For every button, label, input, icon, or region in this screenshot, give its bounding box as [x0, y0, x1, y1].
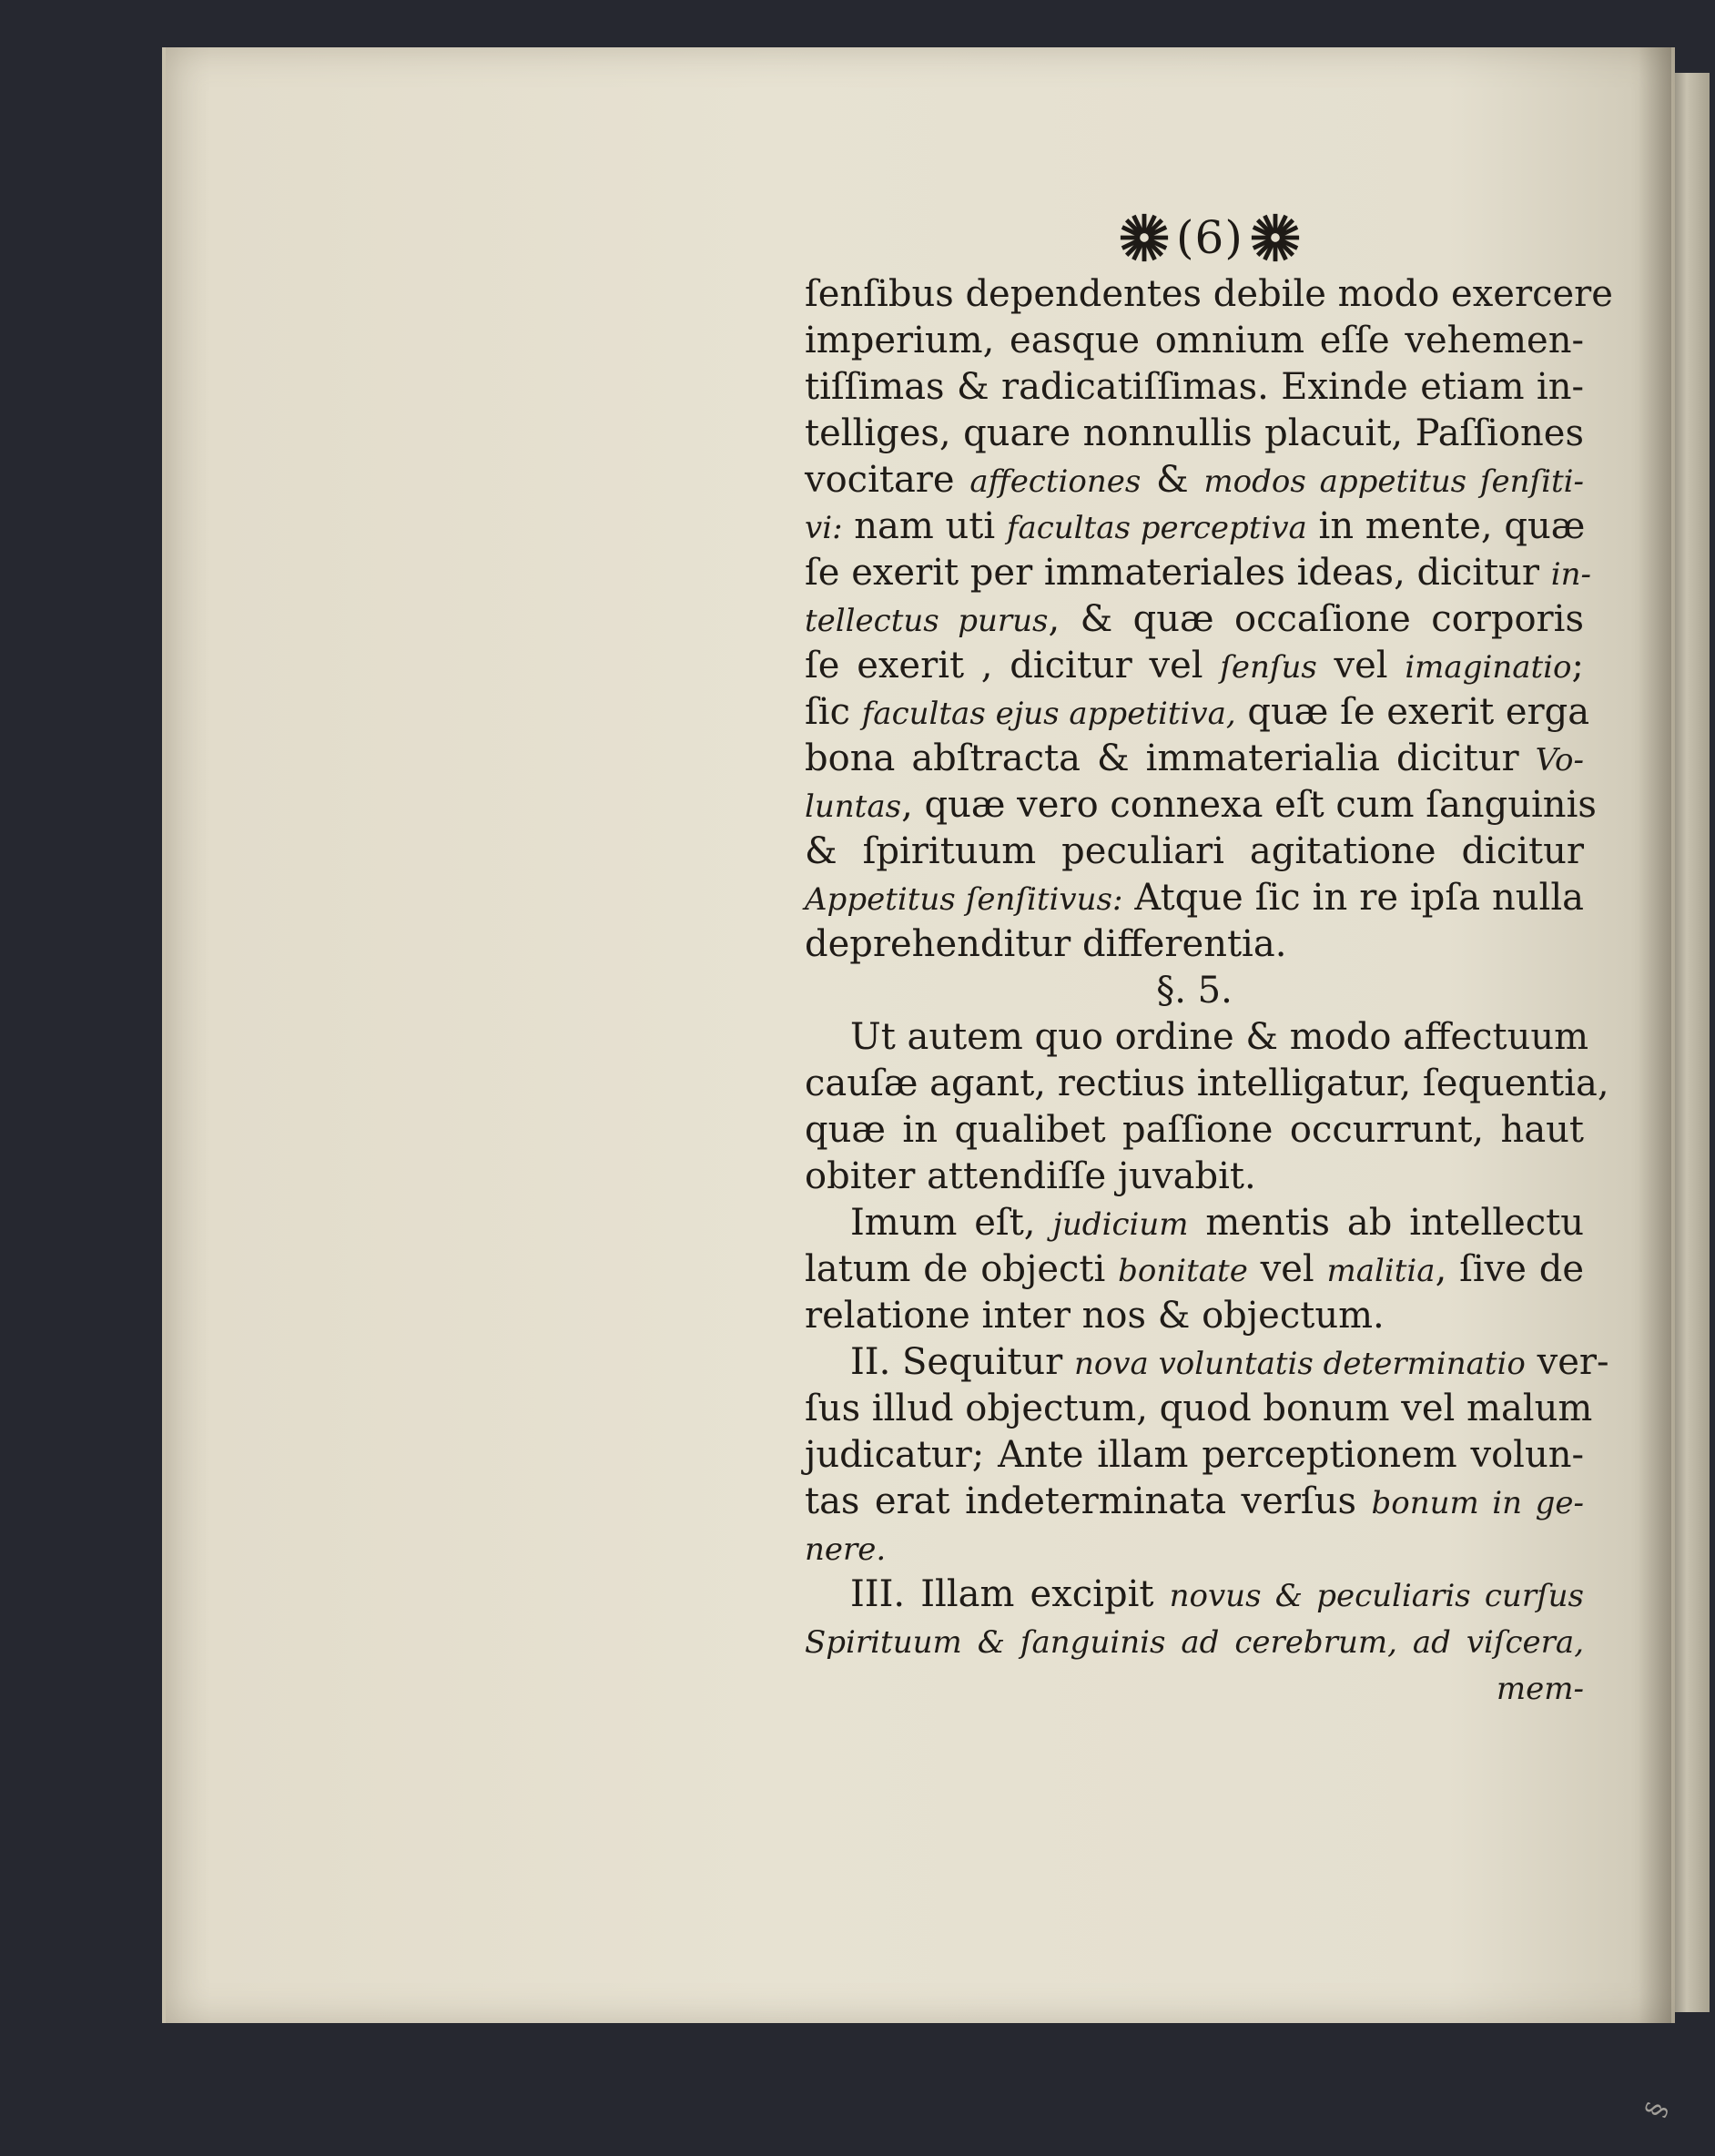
- text-line: [805, 968, 1584, 1014]
- text-line: [805, 1618, 1584, 1664]
- text-line: [805, 1479, 1584, 1525]
- text-line: [805, 596, 1584, 643]
- text-line: [805, 1014, 1589, 1061]
- italic-text: nova voluntatis determinatio: [1073, 1346, 1526, 1382]
- text-line: [805, 457, 1584, 503]
- text-line: [805, 318, 1584, 364]
- text-segment: mentis ab intellectu: [1188, 1202, 1584, 1244]
- text-segment: ver-: [1525, 1341, 1609, 1383]
- text-segment: quæ ſe exerit erga: [1235, 691, 1590, 733]
- page-number: (6): [1176, 211, 1243, 264]
- text-segment: vocitare: [805, 459, 970, 501]
- text-line: [805, 1246, 1584, 1293]
- text-segment: relatione inter nos & objectum.: [805, 1295, 1385, 1337]
- italic-text: luntas: [805, 788, 902, 825]
- text-line: [805, 1061, 1609, 1107]
- text-segment: judicatur; Ante illam perceptionem volun-: [805, 1434, 1584, 1476]
- italic-text: mem-: [1496, 1671, 1584, 1707]
- italic-text: vi:: [805, 510, 843, 546]
- text-segment: latum de objecti: [805, 1248, 1119, 1290]
- text-line: [805, 1386, 1593, 1432]
- text-line: [805, 736, 1584, 782]
- text-segment: , quæ vero connexa eſt cum ſanguinis: [901, 784, 1597, 826]
- text-segment: tas erat indeterminata verſus: [805, 1480, 1372, 1522]
- text-segment: telliges, quare nonnullis placuit, Paſſiones: [805, 412, 1584, 454]
- text-line: [805, 921, 1584, 968]
- text-line: [805, 503, 1584, 550]
- italic-text: in-: [1550, 556, 1592, 593]
- text-segment: Atque ſic in re ipſa nulla: [1122, 877, 1584, 919]
- text-line: [805, 1154, 1584, 1200]
- text-line: [805, 875, 1584, 921]
- text-segment: & ſpirituum peculiari agitatione dicitur: [805, 830, 1584, 872]
- italic-text: Appetitus ſenſitivus:: [805, 881, 1123, 918]
- text-segment: III. Illam excipit: [850, 1573, 1170, 1615]
- text-segment: vel: [1247, 1248, 1327, 1290]
- text-segment: , & quæ occaſione corporis: [1048, 598, 1584, 640]
- italic-text: Spirituum & ſanguinis ad cerebrum, ad viſcera,: [805, 1624, 1584, 1661]
- body-text: [805, 271, 1613, 1711]
- text-line: [805, 689, 1590, 736]
- text-line: [805, 1525, 1584, 1571]
- text-line: [805, 1432, 1584, 1479]
- text-segment: vel: [1316, 645, 1405, 686]
- text-line: [805, 364, 1584, 411]
- italic-text: novus & peculiaris curſus: [1169, 1578, 1585, 1614]
- page-gutter-shadow: [1639, 47, 1671, 2023]
- text-segment: tiſſimas & radicatiſſimas. Exinde etiam in-: [805, 366, 1584, 408]
- page-header: [1118, 206, 1302, 270]
- italic-text: malitia: [1326, 1253, 1436, 1289]
- text-segment: ;: [1571, 645, 1584, 686]
- italic-text: Vo-: [1535, 742, 1584, 778]
- text-line: [805, 1200, 1584, 1246]
- text-segment: bona abſtracta & immaterialia dicitur: [805, 737, 1536, 779]
- text-segment: ſe exerit , dicitur vel: [805, 645, 1221, 686]
- italic-text: affectiones: [969, 463, 1142, 500]
- italic-text: tellectus purus: [805, 603, 1049, 639]
- italic-text: ſenſus: [1220, 649, 1317, 686]
- text-segment: quæ in qualibet paſſione occurrunt, haut: [805, 1109, 1584, 1151]
- text-segment: nam uti: [842, 505, 1007, 547]
- italic-text: imaginatio: [1405, 649, 1572, 686]
- italic-text: bonitate: [1118, 1253, 1248, 1289]
- text-line: [805, 1107, 1584, 1154]
- text-segment: imperium, easque omnium eſſe vehemen-: [805, 320, 1584, 361]
- text-line: [805, 643, 1584, 689]
- text-segment: §. 5.: [1156, 970, 1233, 1012]
- text-segment: ſe exerit per immateriales ideas, dicitur: [805, 552, 1551, 594]
- italic-text: bonum in ge-: [1371, 1485, 1584, 1521]
- next-page-edge: [1671, 73, 1710, 2012]
- text-line: [805, 550, 1592, 596]
- text-line: [805, 411, 1584, 457]
- italic-text: facultas perceptiva: [1006, 510, 1307, 546]
- text-segment: cauſæ agant, rectius intelligatur, ſequentia,: [805, 1063, 1609, 1104]
- text-line: [805, 271, 1613, 318]
- text-segment: , ſive de: [1435, 1248, 1585, 1290]
- italic-text: modos appetitus ſenſiti-: [1203, 463, 1584, 500]
- text-line: [805, 1339, 1609, 1386]
- text-segment: ſic: [805, 691, 862, 733]
- text-segment: &: [1141, 459, 1204, 501]
- text-segment: Imum eſt,: [850, 1202, 1053, 1244]
- flower-ornament-icon: [1118, 211, 1171, 264]
- text-segment: Ut autem quo ordine & modo affectuum: [850, 1016, 1589, 1058]
- text-segment: ſenſibus dependentes debile modo exercere: [805, 273, 1613, 315]
- text-segment: II. Sequitur: [850, 1341, 1074, 1383]
- italic-text: nere.: [805, 1531, 887, 1568]
- text-segment: in mente, quæ: [1306, 505, 1586, 547]
- text-line: [805, 829, 1584, 875]
- text-segment: ſus illud objectum, quod bonum vel malum: [805, 1388, 1593, 1429]
- text-line: [805, 782, 1597, 829]
- text-line: [805, 1293, 1584, 1339]
- flower-ornament-icon: [1249, 211, 1302, 264]
- library-stamp-corner: §: [1639, 2098, 1674, 2122]
- italic-text: facultas ejus appetitiva,: [861, 696, 1236, 732]
- text-segment: obiter attendiſſe juvabit.: [805, 1155, 1256, 1197]
- text-line: [805, 1571, 1584, 1618]
- italic-text: judicium: [1052, 1206, 1189, 1243]
- text-segment: deprehenditur differentia.: [805, 923, 1287, 965]
- text-line: [805, 1664, 1584, 1711]
